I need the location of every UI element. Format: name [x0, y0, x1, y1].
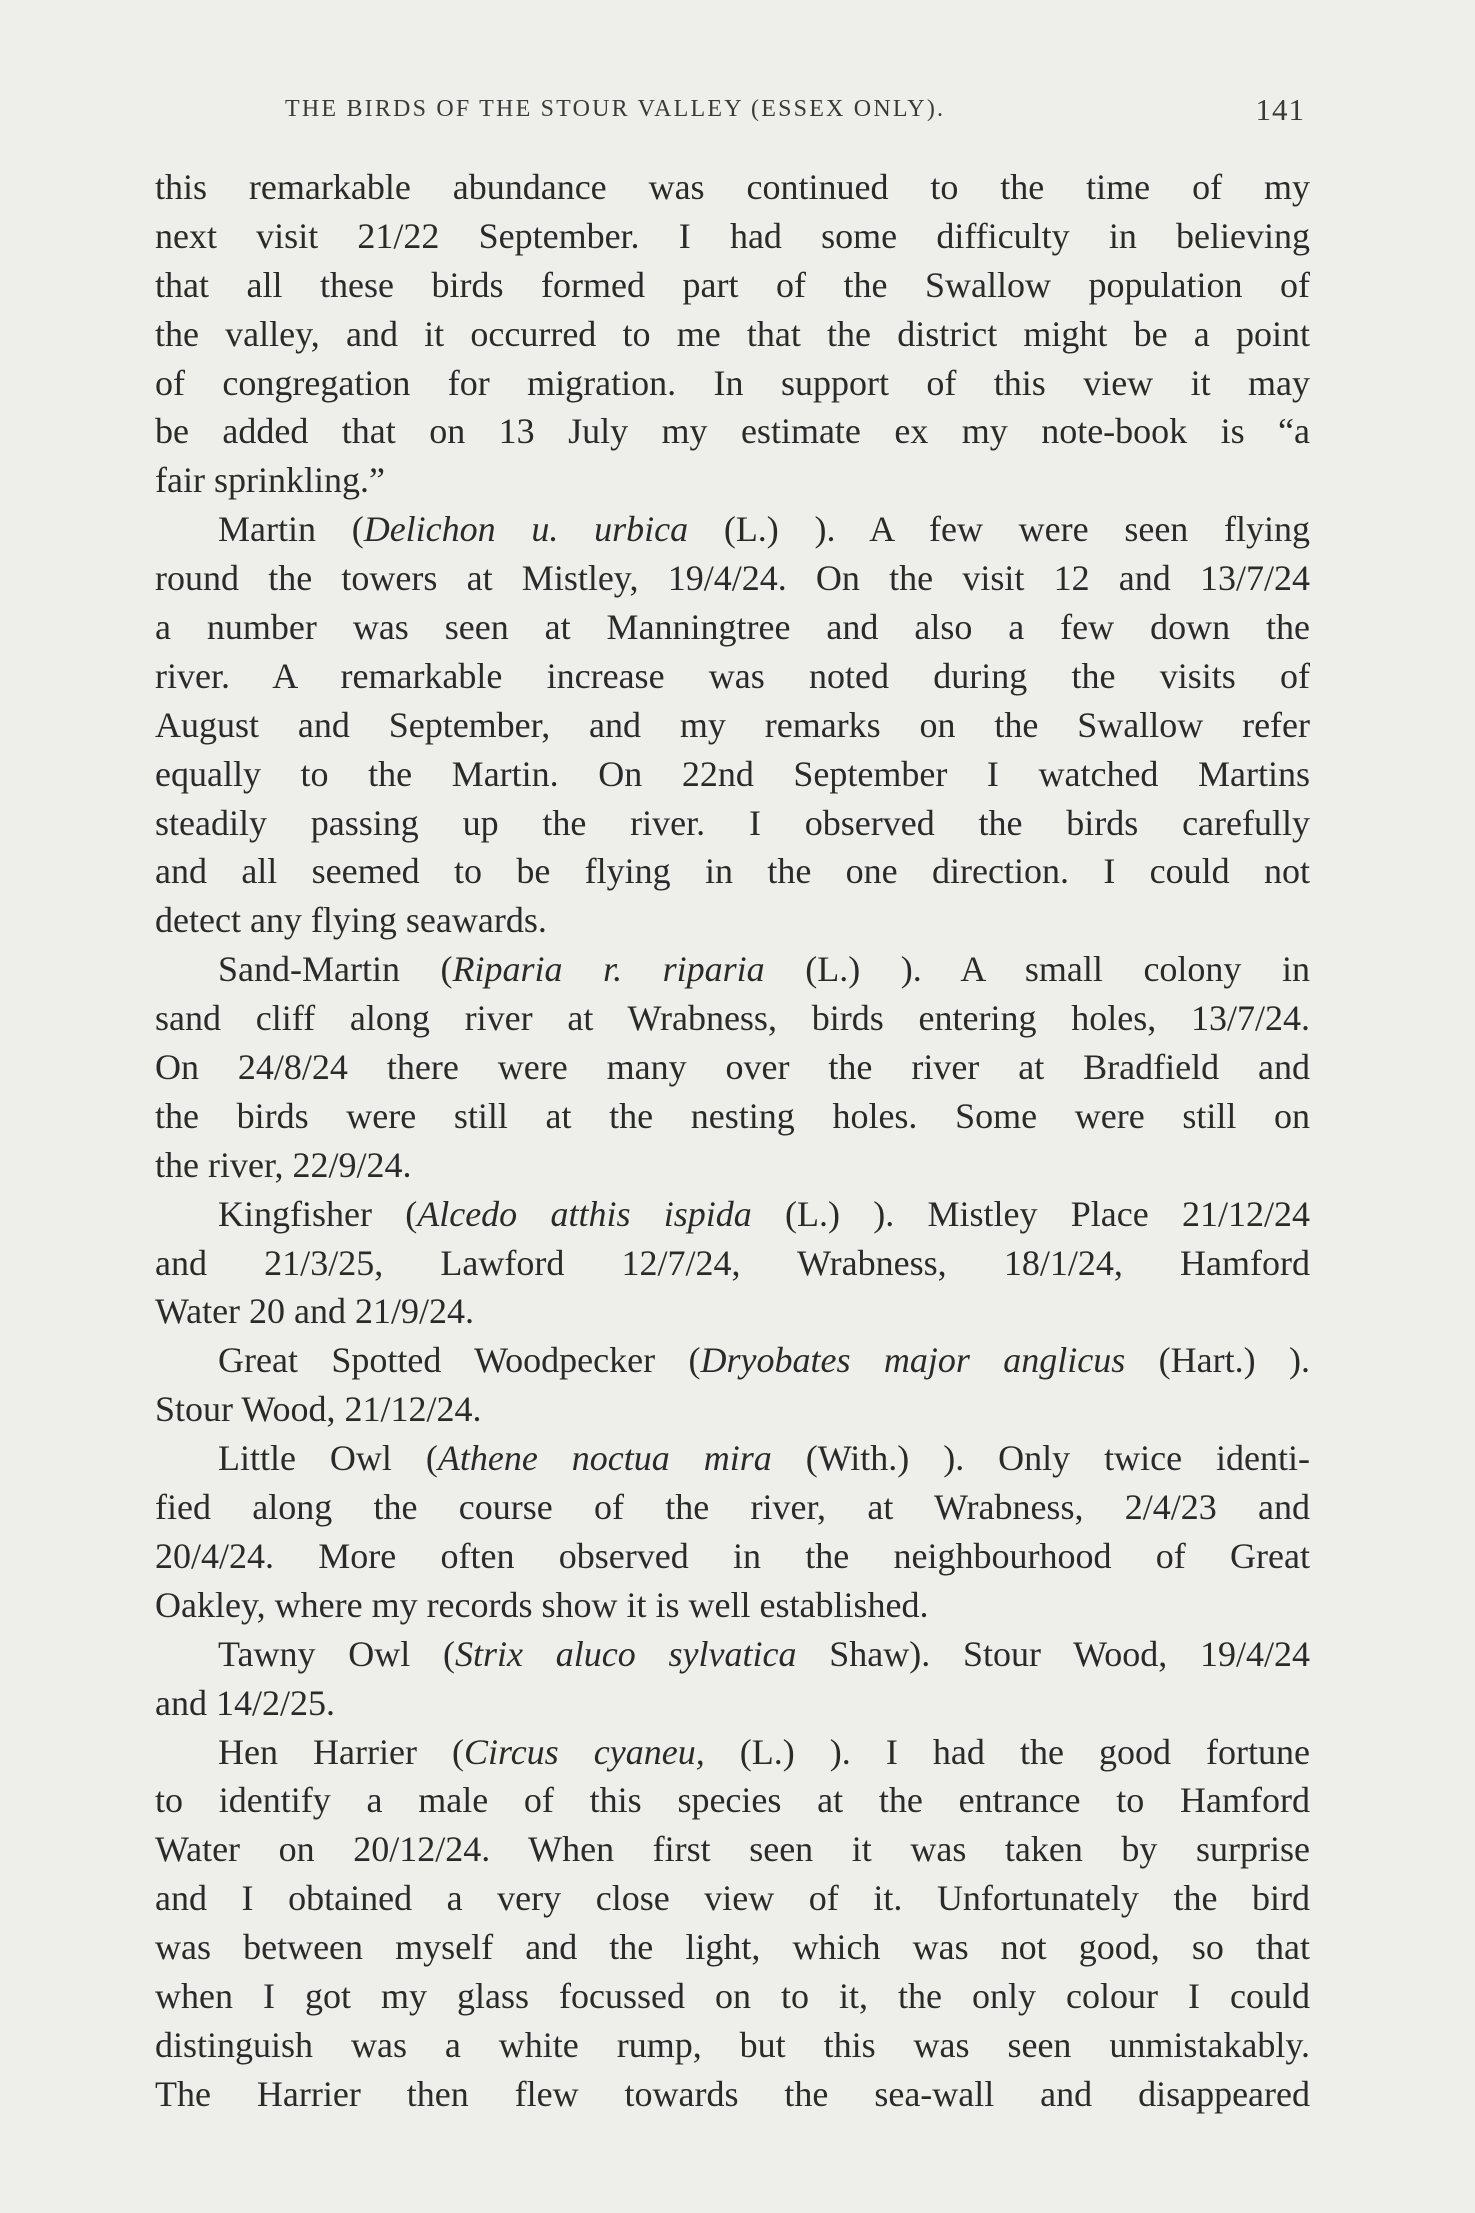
species-entry-line: Little Owl (Athene noctua mira (With.) ). Only twice identi- — [218, 1438, 1310, 1479]
text-line: Water 20 and 21/9/24. — [155, 1291, 475, 1332]
scientific-name: Athene noctua mira — [437, 1438, 772, 1479]
text-line: a number was seen at Manningtree and also a few down the — [155, 607, 1310, 648]
text-line: distinguish was a white rump, but this was seen unmistakably. — [155, 2024, 1310, 2065]
scientific-name: Strix aluco sylvatica — [454, 1633, 797, 1674]
scientific-name: Alcedo atthis ispida — [417, 1193, 752, 1234]
text-line: and all seemed to be flying in the one direction. I could not — [155, 851, 1310, 892]
text-line: round the towers at Mistley, 19/4/24. On the visit 12 and 13/7/24 — [155, 558, 1310, 599]
scientific-name: Riparia r. riparia — [452, 949, 765, 990]
text-line: fair sprinkling.” — [155, 460, 385, 501]
text-line: The Harrier then flew towards the sea-wall and disappeared — [155, 2073, 1310, 2114]
text-line: detect any flying seawards. — [155, 900, 547, 941]
text-line: On 24/8/24 there were many over the river at Bradfield and — [155, 1047, 1310, 1088]
text-line: and 14/2/25. — [155, 1682, 335, 1723]
text-line: sand cliff along river at Wrabness, birds entering holes, 13/7/24. — [155, 998, 1310, 1039]
text-line: Stour Wood, 21/12/24. — [155, 1389, 482, 1430]
text-line: and I obtained a very close view of it. Unfortunately the bird — [155, 1878, 1310, 1919]
text-line: when I got my glass focussed on to it, the only colour I could — [155, 1975, 1310, 2016]
text-line: next visit 21/22 September. I had some difficulty in believing — [155, 215, 1310, 256]
species-entry-line: Great Spotted Woodpecker (Dryobates major anglicus (Hart.) ). — [218, 1340, 1310, 1381]
page-number: 141 — [1255, 92, 1305, 127]
species-entry-line: Tawny Owl (Strix aluco sylvatica Shaw). Stour Wood, 19/4/24 — [218, 1633, 1310, 1674]
scientific-name: Delichon u. urbica — [363, 509, 689, 550]
text-line: Water on 20/12/24. When first seen it was taken by surprise — [155, 1829, 1310, 1870]
text-line: to identify a male of this species at the entrance to Hamford — [155, 1780, 1310, 1821]
text-line: be added that on 13 July my estimate ex my note-book is “a — [155, 411, 1310, 452]
text-line: equally to the Martin. On 22nd September I watched Martins — [155, 753, 1310, 794]
text-line: river. A remarkable increase was noted during the visits of — [155, 655, 1310, 696]
species-entry-line: Kingfisher (Alcedo atthis ispida (L.) ). Mistley Place 21/12/24 — [218, 1193, 1310, 1234]
running-head — [285, 92, 1305, 136]
text-line: this remarkable abundance was continued to the time of my — [155, 167, 1310, 207]
scientific-name: Circus cyaneu, — [464, 1731, 705, 1772]
scientific-name: Dryobates major anglicus — [700, 1340, 1126, 1381]
species-entry-line: Sand-Martin (Riparia r. riparia (L.) ). A small colony in — [218, 949, 1310, 990]
text-line: 20/4/24. More often observed in the neighbourhood of Great — [155, 1535, 1310, 1576]
text-line: the valley, and it occurred to me that the district might be a point — [155, 313, 1310, 354]
running-title: THE BIRDS OF THE STOUR VALLEY (ESSEX ONLY). — [285, 96, 946, 122]
text-line: of congregation for migration. In support of this view it may — [155, 362, 1310, 403]
text-line: was between myself and the light, which was not good, so that — [155, 1927, 1310, 1968]
text-line: the river, 22/9/24. — [155, 1144, 412, 1185]
text-line: fied along the course of the river, at Wrabness, 2/4/23 and — [155, 1487, 1310, 1528]
text-line: steadily passing up the river. I observed the birds carefully — [155, 802, 1310, 843]
text-line: the birds were still at the nesting holes. Some were still on — [155, 1095, 1310, 1136]
text-line: that all these birds formed part of the Swallow population of — [155, 264, 1310, 305]
body-text — [155, 163, 1310, 2119]
text-line: August and September, and my remarks on the Swallow refer — [155, 704, 1310, 745]
species-entry-line: Martin (Delichon u. urbica (L.) ). A few were seen flying — [218, 509, 1310, 550]
text-line: and 21/3/25, Lawford 12/7/24, Wrabness, 18/1/24, Hamford — [155, 1242, 1310, 1283]
text-line: Oakley, where my records show it is well established. — [155, 1584, 929, 1625]
species-entry-line: Hen Harrier (Circus cyaneu, (L.) ). I had the good fortune — [218, 1731, 1310, 1772]
